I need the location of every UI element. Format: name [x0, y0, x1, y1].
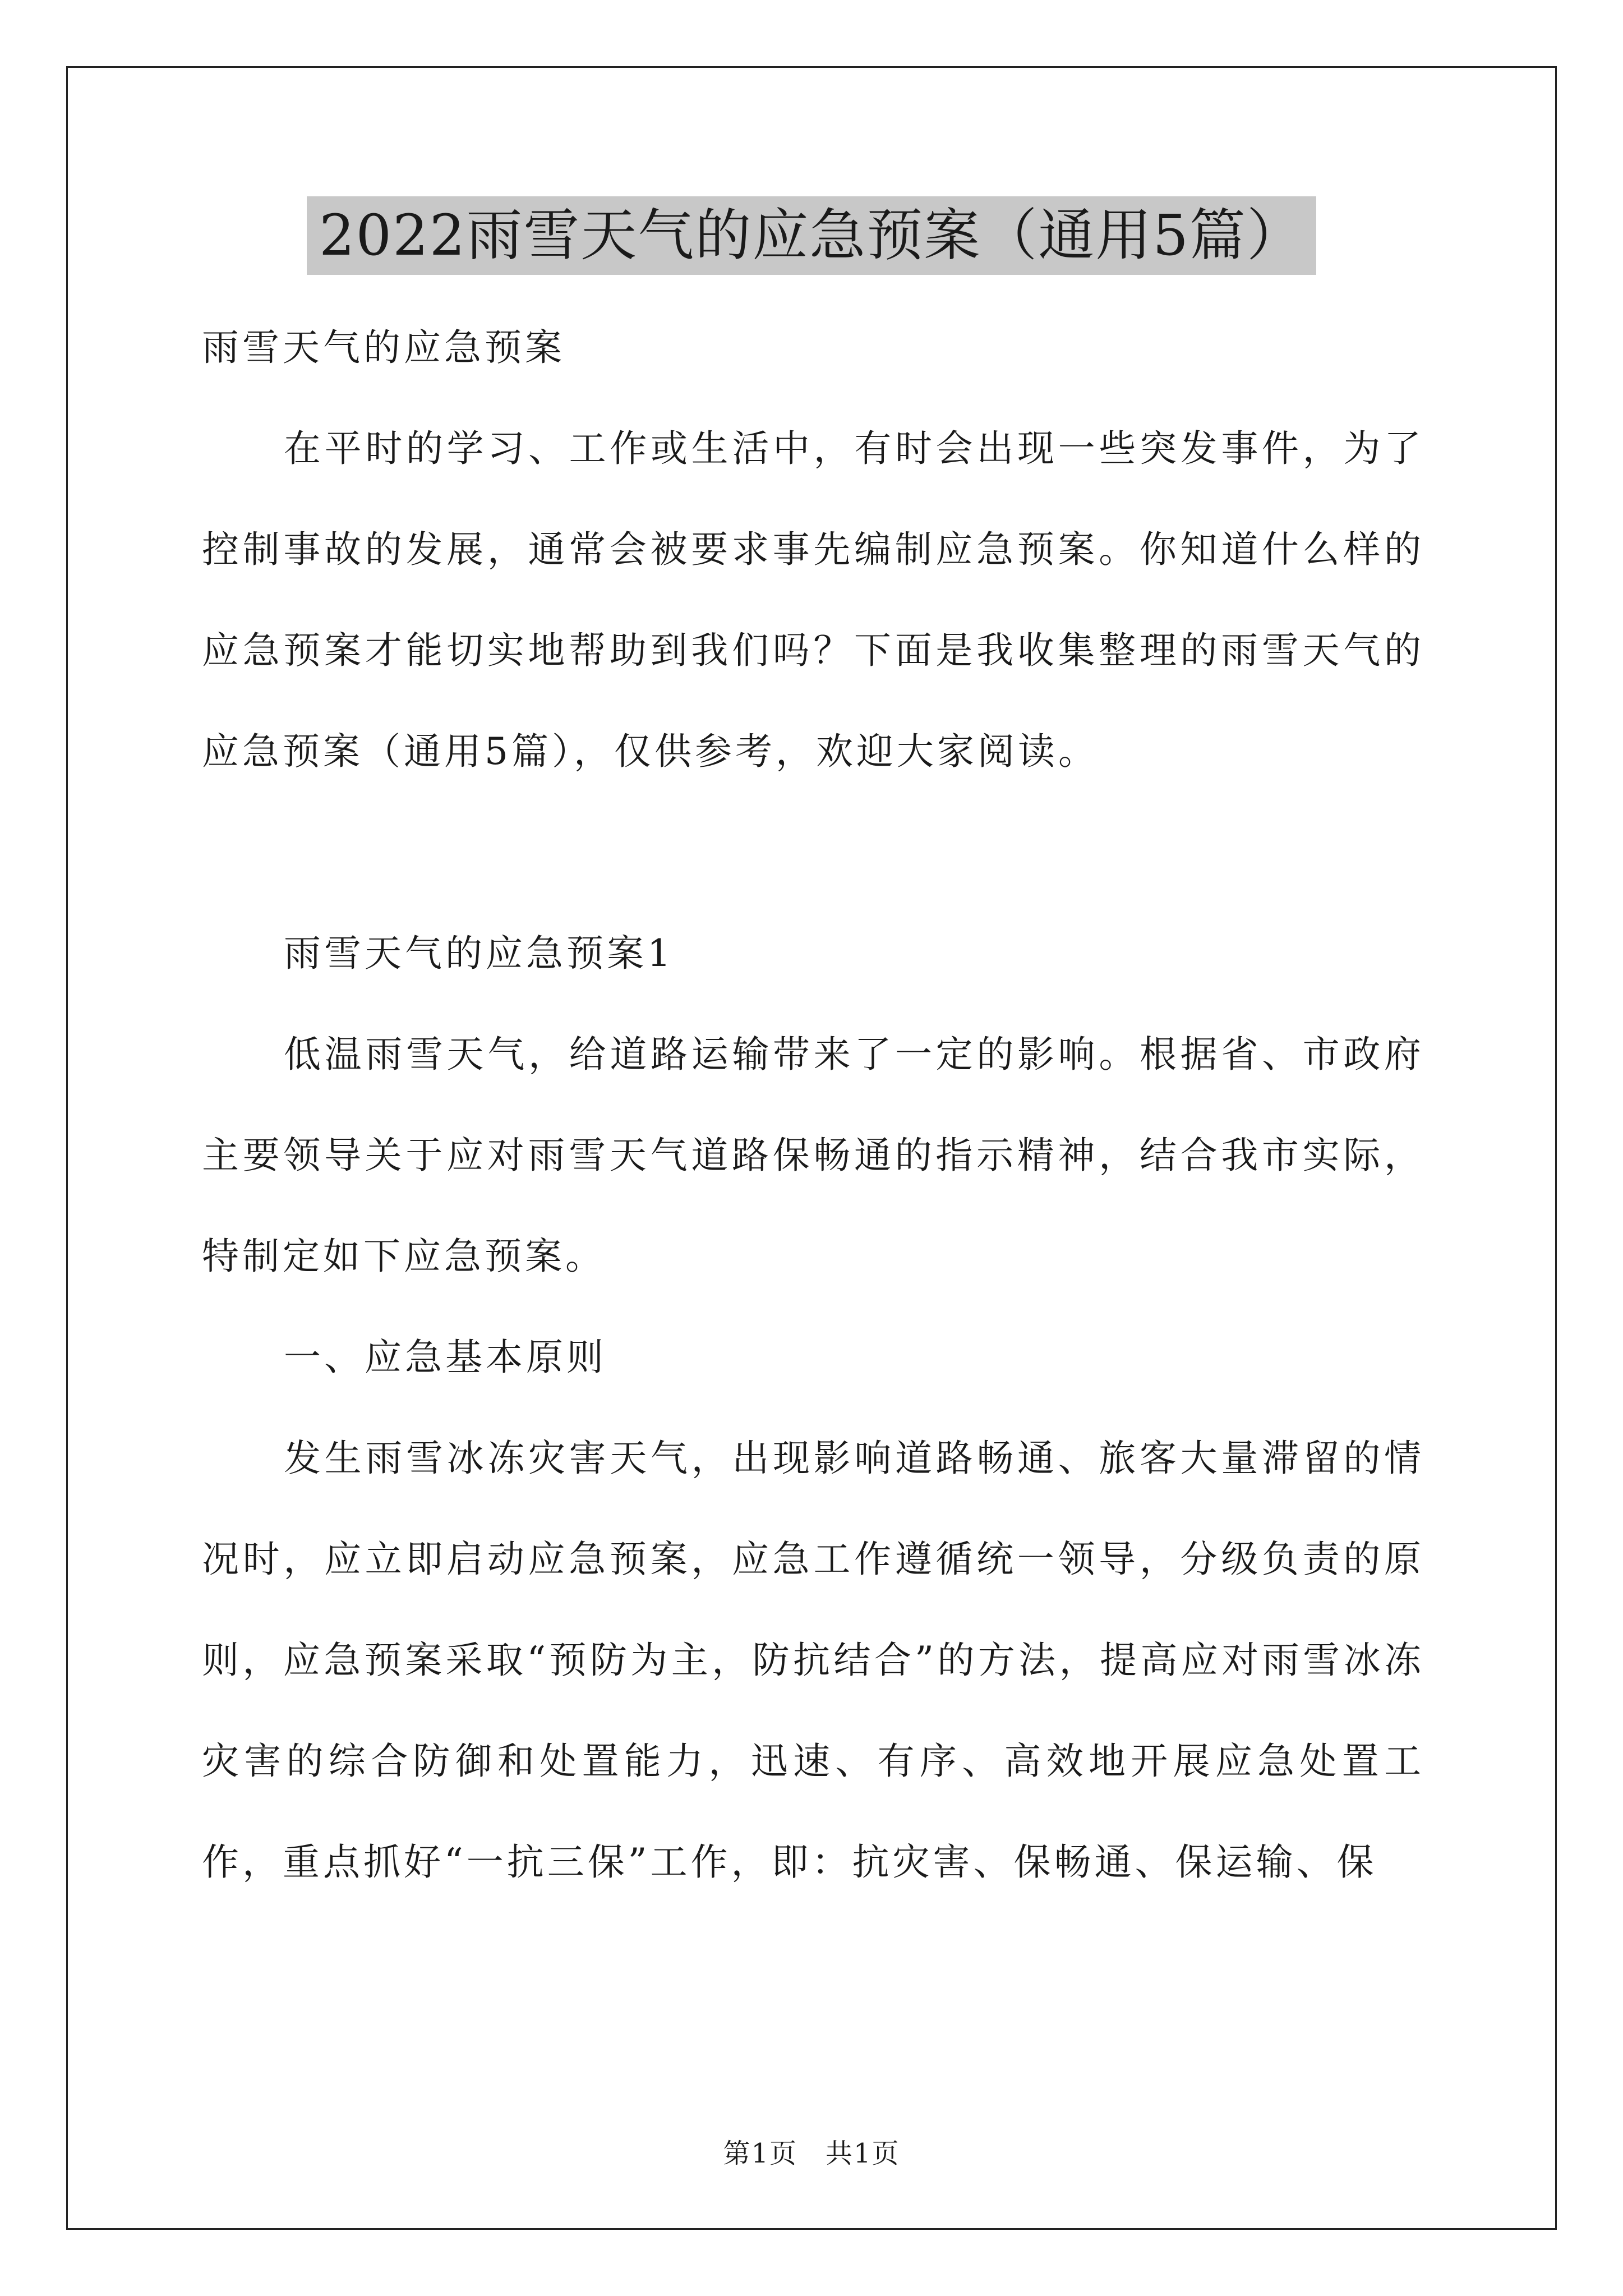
principles-paragraph: 发生雨雪冰冻灾害天气，出现影响道路畅通、旅客大量滞留的情况时，应立即启动应急预案，应急工作遵循统一领导，分级负责的原则，应急预案采取“预防为主，防抗结合”的方法，提高应对雨雪冰冻灾害的综合防御和处置能力，迅速、有序、高效地开展应急处置工作，重点抓好“一抗三保”工作，即：抗灾害、保畅通、保运输、保 — [202, 1437, 1424, 1884]
section-spacer — [202, 802, 1424, 903]
section-heading: 雨雪天气的应急预案1 — [284, 932, 674, 975]
page-footer: 第1页 共1页 — [723, 2138, 900, 2169]
title-container — [0, 196, 1623, 275]
body-paragraph: 低温雨雪天气，给道路运输带来了一定的影响。根据省、市政府主要领导关于应对雨雪天气道路保畅通的指示精神，结合我市实际，特制定如下应急预案。 — [202, 1033, 1424, 1278]
document-title: 2022雨雪天气的应急预案（通用5篇） — [307, 196, 1316, 275]
principles-heading: 一、应急基本原则 — [284, 1336, 607, 1379]
subtitle: 雨雪天气的应急预案 — [202, 326, 565, 369]
document-body — [202, 297, 1424, 1913]
intro-paragraph: 在平时的学习、工作或生活中，有时会出现一些突发事件，为了控制事故的发展，通常会被要求事先编制应急预案。你知道什么样的应急预案才能切实地帮助到我们吗？下面是我收集整理的雨雪天气的应急预案（通用5篇），仅供参考，欢迎大家阅读。 — [202, 427, 1424, 773]
